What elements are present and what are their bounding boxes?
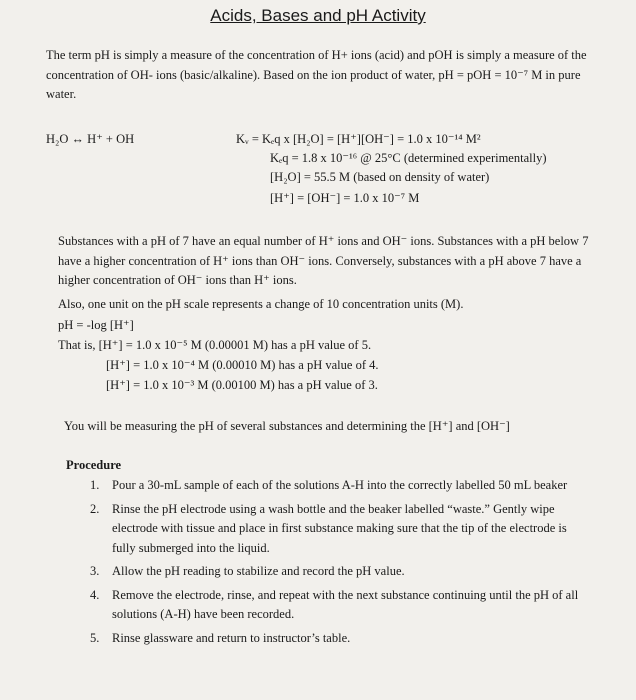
procedure-step: 5. Rinse glassware and return to instructor’s table. xyxy=(90,630,351,645)
procedure-step: 3. Allow the pH reading to stabilize and record the pH value. xyxy=(90,564,405,578)
page-title: Acids, Bases and pH Activity xyxy=(210,6,426,25)
procedure-step: 1. Pour a 30-mL sample of each of the solutions A-H into the correctly labelled 50 mL beaker xyxy=(90,478,568,492)
example-ph4: [H⁺] = 1.0 x 10⁻⁴ M (0.00010 M) has a pH value of 4. xyxy=(106,358,379,372)
measuring-statement: You will be measuring the pH of several substances and determining the [H⁺] and [OH⁻] xyxy=(64,419,510,433)
example-ph3: [H⁺] = 1.0 x 10⁻³ M (0.00100 M) has a pH value of 3. xyxy=(106,378,378,392)
procedure-heading: Procedure xyxy=(66,458,122,472)
water-concentration: [H₂O] = 55.5 M (based on density of water) xyxy=(270,170,490,184)
example-ph5: That is, [H⁺] = 1.0 x 10⁻⁵ M (0.00001 M) has a pH value of 5. xyxy=(58,338,372,352)
keq-equation: Kₑq = 1.8 x 10⁻¹⁶ @ 25°C (determined experimentally) xyxy=(270,151,547,165)
ion-equality: [H⁺] = [OH⁻] = 1.0 x 10⁻⁷ M xyxy=(270,191,420,205)
procedure-step: 2. Rinse the pH electrode using a wash bottle and the beaker labelled “waste.” Gently wipe electrode with tissue and place in first substance making sure that the tip of the electrode is fully submerged into the liquid. xyxy=(90,501,567,555)
kw-equation: Kᵥ = Kₑq x [H₂O] = [H⁺][OH⁻] = 1.0 x 10⁻¹⁴ M² xyxy=(236,132,481,146)
procedure-step: 4. Remove the electrode, rinse, and repeat with the next substance continuing until the pH of all solutions (A-H) have been recorded. xyxy=(90,587,579,621)
substances-paragraph: Substances with a pH of 7 have an equal number of H⁺ ions and OH⁻ ions. Substances with a pH below 7 have a higher concentration of H⁺ ions than OH⁻ ions. Conversely, substances with a pH above 7 have a higher concentration of OH⁻ ions than H⁺ ions. xyxy=(58,234,589,287)
procedure-list xyxy=(90,476,590,652)
ph-definition: pH = -log [H⁺] xyxy=(58,318,134,332)
intro-paragraph: The term pH is simply a measure of the concentration of H+ ions (acid) and pOH is simply a measure of the concentration of OH- ions (basic/alkaline). Based on the ion product of water, pH = pOH = 10⁻⁷ M in pure water. xyxy=(46,48,587,101)
unit-note: Also, one unit on the pH scale represents a change of 10 concentration units (M). xyxy=(58,297,464,311)
water-dissociation-equation: H₂O ↔ H⁺ + OH xyxy=(46,132,135,146)
